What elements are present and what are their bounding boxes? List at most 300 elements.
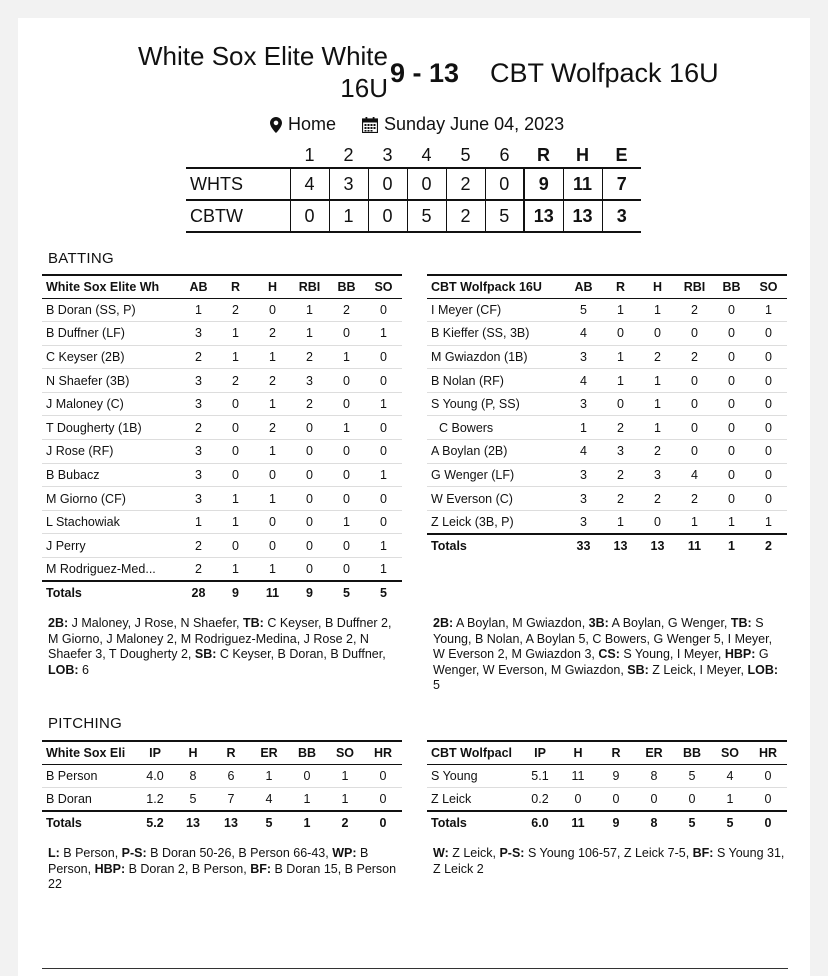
stat-cell: 0	[750, 322, 787, 346]
stat-cell: 0	[217, 416, 254, 440]
player-name: G Wenger (LF)	[427, 463, 565, 487]
column-header: HR	[364, 741, 402, 764]
totals-cell: 13	[602, 534, 639, 558]
table-row	[427, 764, 787, 788]
stat-cell: 0	[365, 369, 402, 393]
stat-cell: 2	[180, 416, 217, 440]
stat-cell: 0	[749, 764, 787, 788]
stat-cell: 0	[750, 463, 787, 487]
player-name: S Young	[427, 764, 521, 788]
note-label: TB:	[243, 616, 264, 630]
final-score: 9 - 13	[390, 58, 460, 88]
stat-cell: 3	[180, 392, 217, 416]
batting-table-away	[427, 274, 787, 558]
team-header: CBT Wolfpacl	[427, 741, 521, 764]
linescore-row-away	[186, 200, 641, 232]
stat-cell: 0	[676, 416, 713, 440]
column-header: BB	[673, 741, 711, 764]
stat-cell: 1	[365, 463, 402, 487]
stat-cell: 1	[676, 510, 713, 534]
stat-cell: 2	[291, 345, 328, 369]
stat-cell: 2	[180, 534, 217, 558]
note-label: P-S:	[499, 846, 525, 860]
linescore-header-cell: 5	[460, 145, 471, 165]
stat-cell: 1	[602, 345, 639, 369]
player-name: W Everson (C)	[427, 487, 565, 511]
column-header: H	[639, 275, 676, 298]
player-name: M Rodriguez-Med...	[42, 558, 180, 582]
totals-cell: 11	[559, 811, 597, 835]
stat-cell: 4.0	[136, 764, 174, 788]
column-header: SO	[750, 275, 787, 298]
linescore-inning: 1	[329, 200, 368, 232]
table-row	[427, 392, 787, 416]
away-team-name: CBT Wolfpack 16U	[490, 58, 719, 88]
stat-cell: 0	[750, 440, 787, 464]
stat-cell: 1	[713, 510, 750, 534]
stat-cell: 1	[291, 298, 328, 322]
totals-cell: 6.0	[521, 811, 559, 835]
stat-cell: 0	[713, 322, 750, 346]
stat-cell: 0	[217, 392, 254, 416]
linescore-runs: 9	[524, 168, 563, 200]
note-text: B Doran 50-26, B Person 66-43,	[146, 846, 333, 860]
batting-section-title: BATTING	[48, 250, 114, 267]
team-header: White Sox Eli	[42, 741, 136, 764]
player-name: B Duffner (LF)	[42, 322, 180, 346]
totals-cell: 1	[713, 534, 750, 558]
stat-cell: 0	[713, 392, 750, 416]
stat-cell: 1	[288, 788, 326, 812]
table-row	[427, 440, 787, 464]
stat-cell: 0	[713, 463, 750, 487]
column-header: RBI	[291, 275, 328, 298]
linescore-errors: 7	[602, 168, 641, 200]
batting-table-home	[42, 274, 402, 605]
linescore-runs: 13	[524, 200, 563, 232]
table-row	[42, 298, 402, 322]
table-row	[427, 788, 787, 812]
team-header: White Sox Elite Wh	[42, 275, 180, 298]
note-text: A Boylan, M Gwiazdon,	[453, 616, 589, 630]
table-row	[427, 510, 787, 534]
totals-cell: 33	[565, 534, 602, 558]
stat-cell: 0	[291, 440, 328, 464]
stat-cell: 0	[750, 345, 787, 369]
stat-cell: 2	[180, 345, 217, 369]
note-label: P-S:	[121, 846, 147, 860]
column-header: SO	[326, 741, 364, 764]
page-divider	[42, 968, 788, 969]
stat-cell: 1	[250, 764, 288, 788]
stat-cell: 0	[750, 392, 787, 416]
stat-cell: 0	[328, 487, 365, 511]
note-label: 2B:	[48, 616, 69, 630]
table-row	[427, 416, 787, 440]
stat-cell: 1	[328, 416, 365, 440]
stat-cell: 1	[750, 298, 787, 322]
column-header: ER	[635, 741, 673, 764]
pitching-notes-home	[48, 846, 400, 893]
note-label: TB:	[730, 616, 752, 630]
stat-cell: 1	[639, 369, 676, 393]
stat-cell: 0	[291, 534, 328, 558]
batting-notes-away	[433, 616, 785, 694]
linescore-header-runs: R	[537, 145, 550, 165]
stat-cell: 1	[217, 487, 254, 511]
player-name: L Stachowiak	[42, 510, 180, 534]
note-label: 2B:	[433, 616, 454, 630]
player-name: B Doran (SS, P)	[42, 298, 180, 322]
stat-cell: 0	[328, 322, 365, 346]
stat-cell: 0	[254, 298, 291, 322]
totals-cell: 13	[212, 811, 250, 835]
stat-cell: 0	[328, 392, 365, 416]
table-row	[427, 298, 787, 322]
stat-cell: 5	[673, 764, 711, 788]
linescore-inning: 2	[446, 168, 485, 200]
stat-cell: 1	[602, 369, 639, 393]
stat-cell: 2	[217, 369, 254, 393]
stat-cell: 1	[217, 510, 254, 534]
stat-cell: 1	[639, 298, 676, 322]
table-row	[42, 487, 402, 511]
stat-cell: 1	[217, 345, 254, 369]
totals-cell: 9	[597, 811, 635, 835]
table-row	[42, 788, 402, 812]
linescore-header-cell: 1	[304, 145, 315, 165]
stat-cell: 0	[597, 788, 635, 812]
stat-cell: 0	[713, 487, 750, 511]
column-header: SO	[365, 275, 402, 298]
player-name: B Person	[42, 764, 136, 788]
stat-cell: 0	[602, 322, 639, 346]
stat-cell: 0	[673, 788, 711, 812]
player-name: I Meyer (CF)	[427, 298, 565, 322]
stat-cell: 1	[180, 298, 217, 322]
note-text: G Wenger, W Everson, M Gwiazdon,	[433, 647, 769, 677]
stat-cell: 3	[180, 322, 217, 346]
linescore-header-cell: 3	[382, 145, 393, 165]
stat-cell: 0	[364, 764, 402, 788]
column-header: IP	[136, 741, 174, 764]
stat-cell: 2	[602, 463, 639, 487]
header-row	[427, 741, 787, 764]
stat-cell: 2	[676, 345, 713, 369]
stat-cell: 1	[365, 534, 402, 558]
column-header: ER	[250, 741, 288, 764]
header-row	[42, 741, 402, 764]
stat-cell: 3	[180, 440, 217, 464]
player-name: B Bubacz	[42, 463, 180, 487]
stat-cell: 1	[254, 440, 291, 464]
game-date: Sunday June 04, 2023	[384, 114, 565, 134]
stat-cell: 1	[365, 392, 402, 416]
linescore-team: WHTS	[186, 168, 290, 200]
player-name: S Young (P, SS)	[427, 392, 565, 416]
note-text: Z Leick, I Meyer,	[648, 662, 748, 677]
linescore-header-row	[186, 144, 641, 168]
stat-cell: 2	[639, 487, 676, 511]
stat-cell: 1	[565, 416, 602, 440]
stat-cell: 1	[254, 392, 291, 416]
pitching-table-home	[42, 740, 402, 835]
table-row	[42, 345, 402, 369]
stat-cell: 0	[639, 322, 676, 346]
totals-cell: 8	[635, 811, 673, 835]
stat-cell: 2	[639, 440, 676, 464]
linescore-header-hits: H	[576, 145, 589, 165]
player-name: J Perry	[42, 534, 180, 558]
stat-cell: 2	[676, 487, 713, 511]
stat-cell: 0	[365, 440, 402, 464]
note-label: HBP:	[724, 647, 756, 661]
totals-cell: 5	[328, 581, 365, 605]
column-header: SO	[711, 741, 749, 764]
stat-cell: 5	[565, 298, 602, 322]
table-row	[42, 392, 402, 416]
table-row	[42, 558, 402, 582]
linescore-inning: 0	[290, 200, 329, 232]
linescore-header-errors: E	[615, 145, 628, 165]
table-row	[42, 764, 402, 788]
totals-cell: 11	[676, 534, 713, 558]
stat-cell: 2	[254, 416, 291, 440]
player-name: Z Leick (3B, P)	[427, 510, 565, 534]
player-name: B Nolan (RF)	[427, 369, 565, 393]
game-meta	[270, 114, 564, 135]
linescore-inning: 5	[407, 200, 446, 232]
stat-cell: 8	[174, 764, 212, 788]
stat-cell: 4	[711, 764, 749, 788]
batting-notes-home	[48, 616, 400, 678]
totals-cell: 9	[217, 581, 254, 605]
stat-cell: 1	[326, 764, 364, 788]
stat-cell: 0	[328, 558, 365, 582]
linescore-hits: 11	[563, 168, 602, 200]
stat-cell: 3	[639, 463, 676, 487]
column-header: BB	[328, 275, 365, 298]
note-label: CS:	[598, 647, 620, 661]
note-text: 5	[433, 678, 440, 692]
stat-cell: 0	[217, 534, 254, 558]
note-text: S Young 106-57, Z Leick 7-5,	[524, 846, 693, 860]
stat-cell: 1	[254, 487, 291, 511]
totals-cell: 5	[673, 811, 711, 835]
column-header: R	[217, 275, 254, 298]
stat-cell: 0	[559, 788, 597, 812]
linescore-inning: 0	[407, 168, 446, 200]
team-header: CBT Wolfpack 16U	[427, 275, 565, 298]
stat-cell: 0.2	[521, 788, 559, 812]
stat-cell: 1	[328, 345, 365, 369]
stat-cell: 0	[217, 440, 254, 464]
totals-label: Totals	[42, 811, 136, 835]
table-row	[42, 463, 402, 487]
totals-row	[427, 534, 787, 558]
totals-row	[427, 811, 787, 835]
player-name: A Boylan (2B)	[427, 440, 565, 464]
column-header: AB	[565, 275, 602, 298]
column-header: HR	[749, 741, 787, 764]
totals-cell: 28	[180, 581, 217, 605]
stat-cell: 1	[711, 788, 749, 812]
box-score-page	[18, 18, 810, 976]
linescore-errors: 3	[602, 200, 641, 232]
table-row	[42, 416, 402, 440]
player-name: T Dougherty (1B)	[42, 416, 180, 440]
note-text: B Person,	[48, 846, 369, 876]
stat-cell: 2	[291, 392, 328, 416]
linescore-inning: 0	[368, 168, 407, 200]
stat-cell: 2	[602, 487, 639, 511]
table-row	[42, 322, 402, 346]
linescore-header-team	[186, 144, 290, 168]
stat-cell: 0	[291, 416, 328, 440]
stat-cell: 0	[635, 788, 673, 812]
stat-cell: 9	[597, 764, 635, 788]
stat-cell: 0	[328, 369, 365, 393]
linescore-header-cell: 2	[343, 145, 354, 165]
player-name: C Bowers	[427, 416, 565, 440]
table-row	[42, 510, 402, 534]
note-label: LOB:	[48, 662, 79, 677]
note-label: LOB:	[747, 662, 779, 677]
linescore-inning: 4	[290, 168, 329, 200]
stat-cell: 3	[565, 392, 602, 416]
stat-cell: 6	[212, 764, 250, 788]
stat-cell: 0	[364, 788, 402, 812]
stat-cell: 3	[180, 463, 217, 487]
stat-cell: 2	[639, 345, 676, 369]
stat-cell: 1	[180, 510, 217, 534]
header-row	[427, 275, 787, 298]
linescore-table	[186, 144, 641, 233]
stat-cell: 1	[217, 558, 254, 582]
stat-cell: 2	[180, 558, 217, 582]
table-row	[427, 463, 787, 487]
stat-cell: 1	[602, 510, 639, 534]
totals-cell: 13	[174, 811, 212, 835]
stat-cell: 0	[291, 510, 328, 534]
table-row	[427, 345, 787, 369]
note-text: J Maloney, J Rose, N Shaefer,	[68, 616, 244, 630]
stat-cell: 4	[565, 322, 602, 346]
player-name: B Kieffer (SS, 3B)	[427, 322, 565, 346]
totals-label: Totals	[42, 581, 180, 605]
stat-cell: 1	[291, 322, 328, 346]
pitching-section-title: PITCHING	[48, 715, 123, 732]
stat-cell: 0	[291, 487, 328, 511]
linescore-inning: 0	[368, 200, 407, 232]
player-name: M Gwiazdon (1B)	[427, 345, 565, 369]
linescore-inning: 0	[485, 168, 524, 200]
stat-cell: 1	[254, 558, 291, 582]
note-label: WP:	[332, 846, 357, 860]
stat-cell: 1	[217, 322, 254, 346]
stat-cell: 3	[602, 440, 639, 464]
stat-cell: 7	[212, 788, 250, 812]
stat-cell: 0	[328, 534, 365, 558]
totals-cell: 0	[364, 811, 402, 835]
totals-row	[42, 811, 402, 835]
stat-cell: 0	[713, 416, 750, 440]
stat-cell: 0	[713, 369, 750, 393]
table-row	[427, 487, 787, 511]
stat-cell: 4	[676, 463, 713, 487]
table-row	[42, 534, 402, 558]
stat-cell: 2	[254, 322, 291, 346]
linescore-header-cell: 4	[421, 145, 432, 165]
stat-cell: 0	[328, 440, 365, 464]
stat-cell: 1	[750, 510, 787, 534]
stat-cell: 1	[639, 392, 676, 416]
column-header: R	[212, 741, 250, 764]
pitching-table-away	[427, 740, 787, 835]
linescore-hits: 13	[563, 200, 602, 232]
calendar-icon	[362, 117, 378, 133]
stat-cell: 1	[326, 788, 364, 812]
stat-cell: 0	[365, 416, 402, 440]
totals-cell: 9	[291, 581, 328, 605]
stat-cell: 0	[639, 510, 676, 534]
stat-cell: 1.2	[136, 788, 174, 812]
note-text: Z Leick,	[448, 846, 500, 860]
stat-cell: 4	[565, 369, 602, 393]
stat-cell: 1	[365, 558, 402, 582]
note-text: B Doran 2, B Person,	[125, 861, 251, 876]
stat-cell: 5	[174, 788, 212, 812]
column-header: R	[597, 741, 635, 764]
note-label: SB:	[194, 647, 217, 661]
linescore-row-home	[186, 168, 641, 200]
note-label: W:	[433, 846, 449, 860]
stat-cell: 0	[254, 510, 291, 534]
player-name: Z Leick	[427, 788, 521, 812]
player-name: M Giorno (CF)	[42, 487, 180, 511]
column-header: RBI	[676, 275, 713, 298]
note-label: BF:	[250, 861, 272, 876]
linescore-inning: 2	[446, 200, 485, 232]
note-text: B Doran 15, B Person 22	[48, 861, 397, 891]
stat-cell: 2	[602, 416, 639, 440]
stat-cell: 0	[291, 463, 328, 487]
totals-label: Totals	[427, 534, 565, 558]
note-label: L:	[48, 846, 60, 860]
player-name: C Keyser (2B)	[42, 345, 180, 369]
note-label: SB:	[627, 662, 649, 677]
column-header: IP	[521, 741, 559, 764]
note-text: S Young 31, Z Leick 2	[433, 846, 785, 876]
map-pin-icon	[270, 117, 282, 133]
stat-cell: 2	[676, 298, 713, 322]
totals-cell: 0	[749, 811, 787, 835]
column-header: R	[602, 275, 639, 298]
linescore-inning: 5	[485, 200, 524, 232]
home-team-name: White Sox Elite White 16U	[138, 41, 388, 103]
table-row	[427, 322, 787, 346]
totals-cell: 5	[711, 811, 749, 835]
column-header: BB	[288, 741, 326, 764]
note-label: HBP:	[94, 861, 126, 876]
stat-cell: 0	[750, 487, 787, 511]
stat-cell: 1	[602, 298, 639, 322]
stat-cell: 2	[328, 298, 365, 322]
stat-cell: 11	[559, 764, 597, 788]
column-header: H	[174, 741, 212, 764]
stat-cell: 5.1	[521, 764, 559, 788]
stat-cell: 3	[180, 369, 217, 393]
